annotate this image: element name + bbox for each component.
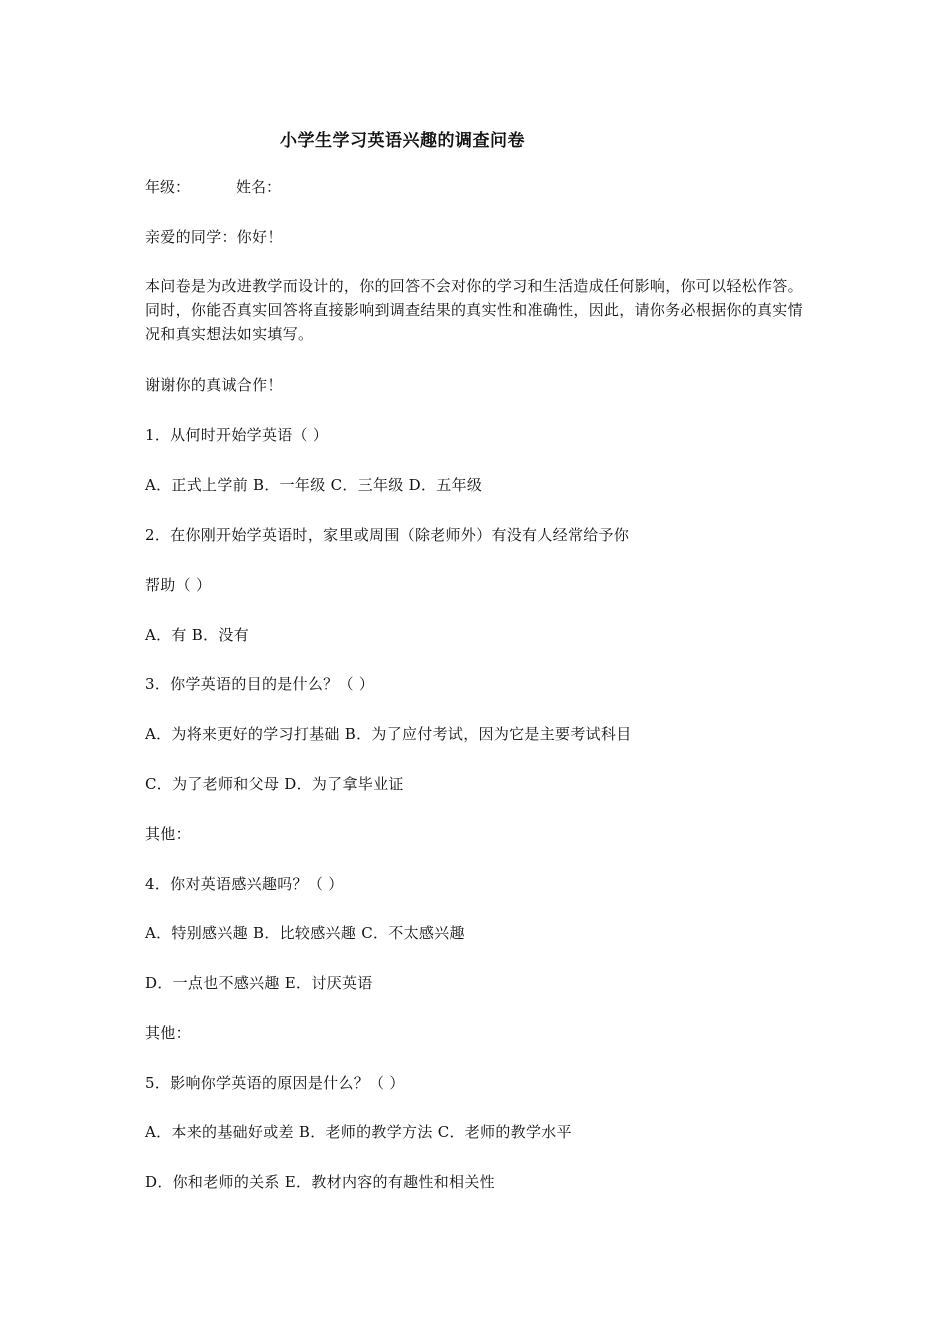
intro-paragraph: 本问卷是为改进教学而设计的，你的回答不会对你的学习和生活造成任何影响，你可以轻松作答。同时，你能否真实回答将直接影响到调查结果的真实性和准确性，因此，请你务必根据你的真实情况和真实想法如实填写。 — [145, 277, 803, 343]
greeting: 亲爱的同学：你好！ — [145, 228, 283, 246]
thanks-line: 谢谢你的真诚合作！ — [145, 376, 283, 394]
grade-label: 年级： — [145, 178, 191, 196]
question-2-continued: 帮助（ ） — [145, 576, 212, 594]
question-4-options-d-e: D．一点也不感兴趣 E．讨厌英语 — [145, 974, 373, 992]
name-label: 姓名： — [236, 178, 282, 196]
page-title: 小学生学习英语兴趣的调查问卷 — [280, 131, 525, 151]
question-5-options-a-c: A．本来的基础好或差 B．老师的教学方法 C．老师的教学水平 — [145, 1123, 572, 1141]
question-2: 2．在你刚开始学英语时，家里或周围（除老师外）有没有人经常给予你 — [145, 526, 630, 544]
question-1-options: A．正式上学前 B．一年级 C．三年级 D．五年级 — [145, 476, 483, 494]
question-4: 4．你对英语感兴趣吗？（ ） — [145, 875, 344, 893]
question-3: 3．你学英语的目的是什么？（ ） — [145, 675, 375, 693]
question-4-options-a-c: A．特别感兴趣 B．比较感兴趣 C．不太感兴趣 — [145, 924, 465, 942]
question-1: 1．从何时开始学英语（ ） — [145, 426, 329, 444]
question-5: 5．影响你学英语的原因是什么？（ ） — [145, 1074, 405, 1092]
question-3-options-c-d: C．为了老师和父母 D．为了拿毕业证 — [145, 775, 404, 793]
question-5-options-d-e: D．你和老师的关系 E．教材内容的有趣性和相关性 — [145, 1173, 495, 1191]
question-2-options: A．有 B．没有 — [145, 626, 250, 644]
question-3-options-a-b: A．为将来更好的学习打基础 B．为了应付考试，因为它是主要考试科目 — [145, 725, 632, 743]
question-4-other: 其他： — [145, 1024, 191, 1042]
question-3-other: 其他： — [145, 825, 191, 843]
